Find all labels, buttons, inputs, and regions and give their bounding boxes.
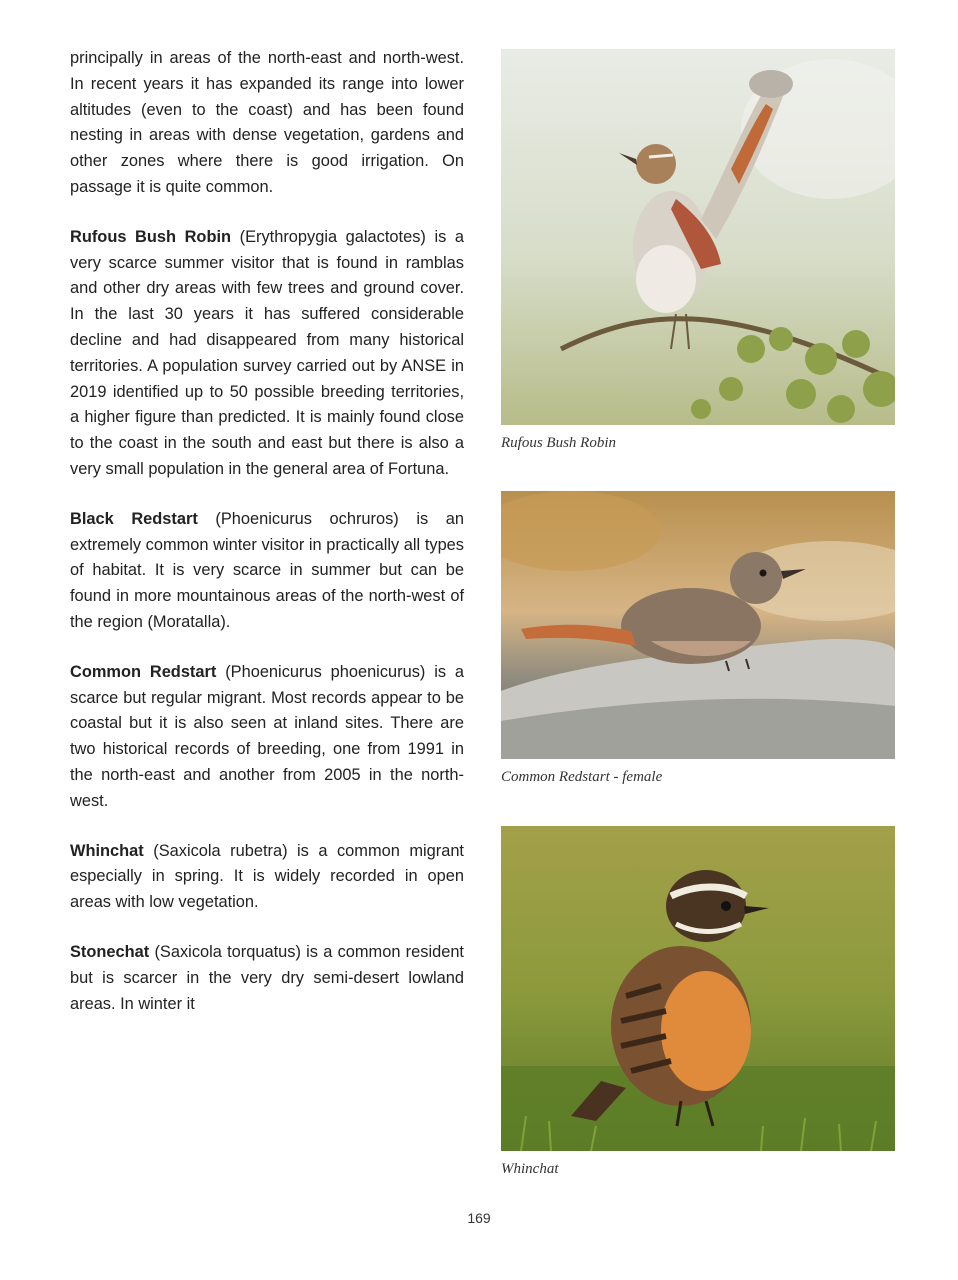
paragraph-black-redstart: Black Redstart (Phoenicurus ochruros) is an extremely common winter visitor in practically all types of habitat. It is very scarce in summer but can be found in more mountainous areas of the north-west of the region (Moratalla).: [70, 509, 464, 631]
figure-common-redstart: [501, 491, 895, 786]
species-name: Whinchat: [70, 841, 144, 860]
species-name: Rufous Bush Robin: [70, 227, 232, 246]
species-name: Black Redstart: [70, 509, 198, 528]
page-number: 169: [467, 1210, 491, 1226]
figure-caption: Rufous Bush Robin: [501, 435, 616, 451]
common-redstart-photo: [501, 491, 895, 759]
figure-caption: Whinchat: [501, 1161, 559, 1177]
figure-whinchat: [501, 826, 895, 1178]
species-name: Stonechat: [70, 942, 150, 961]
whinchat-photo: [501, 826, 895, 1151]
paragraph-intro: principally in areas of the north-east and north-west. In recent years it has expanded its range into lower altitudes (even to the coast) and has been found nesting in areas with dense vegetation, gardens and other zones where there is good irrigation. On passage it is quite common.: [70, 49, 464, 196]
figure-caption: Common Redstart - female: [501, 769, 663, 785]
text-column: [70, 46, 464, 1041]
figure-rufous-bush-robin: [501, 49, 895, 452]
paragraph-common-redstart: Common Redstart (Phoenicurus phoenicurus) is a scarce but regular migrant. Most records appear to be coastal but it is also seen at inland sites. There are two historical records of breeding, one from 1991 in the north-east and another from 2005 in the north-west.: [70, 662, 464, 810]
paragraph-stonechat: Stonechat (Saxicola torquatus) is a common resident but is scarcer in the very dry semi-desert lowland areas. In winter it: [70, 942, 464, 1013]
paragraph-whinchat: Whinchat (Saxicola rubetra) is a common migrant especially in spring. It is widely recorded in open areas with low vegetation.: [70, 841, 464, 912]
species-name: Common Redstart: [70, 662, 217, 681]
paragraph-rufous-bush-robin: Rufous Bush Robin (Erythropygia galactotes) is a very scarce summer visitor that is found in ramblas and other dry areas with few trees and ground cover. In the last 30 years it has suffered considerable decline and had disappeared from many historical territories. A population survey carried out by ANSE in 2019 identified up to 50 possible breeding territories, a higher figure than predicted. It is mainly found close to the coast in the south and east but there is also a very small population in the general area of Fortuna.: [70, 227, 464, 478]
rufous-bush-robin-photo: [501, 49, 895, 425]
